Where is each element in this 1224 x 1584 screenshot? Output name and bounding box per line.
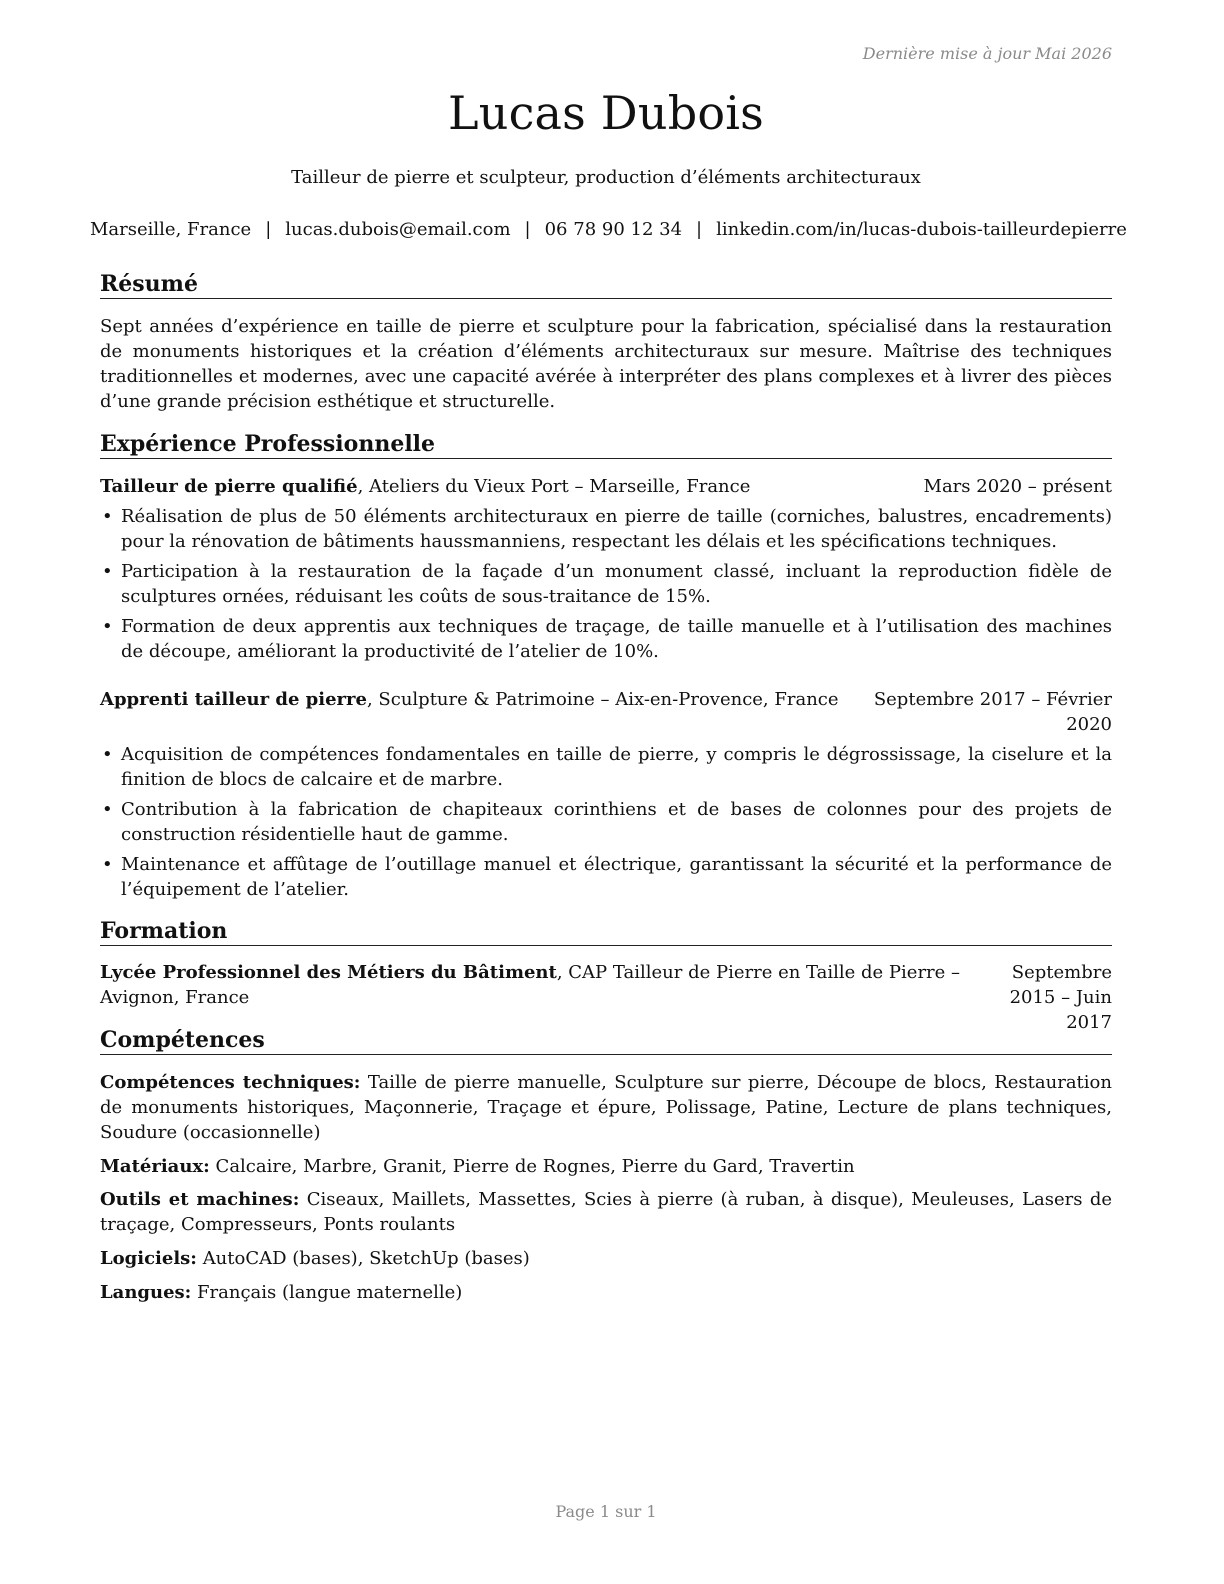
bullet-icon: • <box>102 744 113 765</box>
contact-phone[interactable]: 06 78 90 12 34 <box>544 219 683 240</box>
contact-email[interactable]: lucas.dubois@email.com <box>285 219 511 240</box>
contact-line <box>90 219 1127 240</box>
education-detail: , CAP Tailleur de Pierre en Taille de Pierre – Avignon, France <box>100 962 961 1008</box>
skill-label: Matériaux: <box>100 1156 210 1177</box>
education-entry <box>100 960 1112 1033</box>
skill-label: Logiciels: <box>100 1248 197 1269</box>
job-role: Tailleur de pierre qualifié <box>100 476 358 497</box>
last-updated-note: Dernière mise à jour Mai 2026 <box>862 44 1112 63</box>
education-dates: Septembre 2015 – Juin 2017 <box>1009 962 1112 1033</box>
contact-separator: | <box>524 219 531 240</box>
list-item <box>100 614 1112 664</box>
bullet-icon: • <box>102 854 113 875</box>
bullet-text: Formation de deux apprentis aux techniques de traçage, de taille manuelle et à l’utilisation des machines de découpe, améliorant la productivité de l’atelier de 10%. <box>121 616 1112 662</box>
summary-text: Sept années d’expérience en taille de pierre et sculpture pour la fabrication, spécialisé dans la restauration de monuments historiques et la création d’éléments architecturaux sur mesure. Maîtrise des techniques traditionnelles et modernes, avec une capacité avérée à interpréter des plans complexes et à livrer des pièces d’une grande précision esthétique et structurelle. <box>100 316 1112 412</box>
education-school: Lycée Professionnel des Métiers du Bâtiment <box>100 962 557 983</box>
list-item <box>100 559 1112 609</box>
job-role: Apprenti tailleur de pierre <box>100 689 367 710</box>
resume-page <box>90 0 1127 1584</box>
contact-separator: | <box>265 219 272 240</box>
skill-value: Français (langue maternelle) <box>197 1282 463 1303</box>
skill-label: Compétences techniques: <box>100 1072 361 1093</box>
page-number: Page 1 sur 1 <box>555 1502 657 1521</box>
job-company: , Ateliers du Vieux Port – Marseille, France <box>357 476 751 497</box>
list-item <box>100 504 1112 554</box>
bullet-icon: • <box>102 616 113 637</box>
job-bullets <box>100 742 1112 907</box>
skill-row-languages <box>100 1280 1112 1305</box>
list-item <box>100 742 1112 792</box>
skill-label: Langues: <box>100 1282 192 1303</box>
section-title-skills: Compétences <box>100 1027 1112 1055</box>
bullet-text: Réalisation de plus de 50 éléments architecturaux en pierre de taille (corniches, balustres, encadrements) pour la rénovation de bâtiments haussmanniens, respectant les délais et les spécifications techniques. <box>121 506 1112 552</box>
job-dates: Mars 2020 – présent <box>923 476 1112 497</box>
contact-linkedin[interactable]: linkedin.com/in/lucas-dubois-tailleurdepierre <box>716 219 1127 240</box>
candidate-name: Lucas Dubois <box>448 86 764 140</box>
skill-value: AutoCAD (bases), SketchUp (bases) <box>202 1248 530 1269</box>
skill-value: Calcaire, Marbre, Granit, Pierre de Rognes, Pierre du Gard, Travertin <box>215 1156 855 1177</box>
skill-row-materials <box>100 1154 1112 1179</box>
list-item <box>100 797 1112 847</box>
skill-value: Taille de pierre manuelle, Sculpture sur pierre, Découpe de blocs, Restauration de monuments historiques, Maçonnerie, Traçage et épure, Polissage, Patine, Lecture de plans techniques, Soudure (occasionnelle) <box>100 1072 1112 1143</box>
job-header <box>100 474 1112 499</box>
bullet-icon: • <box>102 561 113 582</box>
bullet-text: Maintenance et affûtage de l’outillage manuel et électrique, garantissant la sécurité et la performance de l’équipement de l’atelier. <box>121 854 1112 900</box>
skill-row-tools <box>100 1187 1112 1237</box>
bullet-icon: • <box>102 506 113 527</box>
skill-value: Ciseaux, Maillets, Massettes, Scies à pierre (à ruban, à disque), Meuleuses, Lasers de traçage, Compresseurs, Ponts roulants <box>100 1189 1112 1235</box>
contact-separator: | <box>696 219 703 240</box>
section-title-experience: Expérience Professionnelle <box>100 431 1112 459</box>
section-title-summary: Résumé <box>100 271 1112 299</box>
job-dates: Septembre 2017 – Février 2020 <box>873 689 1112 735</box>
skill-label: Outils et machines: <box>100 1189 300 1210</box>
list-item <box>100 852 1112 902</box>
bullet-text: Participation à la restauration de la façade d’un monument classé, incluant la reproduction fidèle de sculptures ornées, réduisant les coûts de sous-traitance de 15%. <box>121 561 1112 607</box>
skill-row-technical <box>100 1070 1112 1145</box>
bullet-text: Contribution à la fabrication de chapiteaux corinthiens et de bases de colonnes pour des projets de construction résidentielle haut de gamme. <box>121 799 1112 845</box>
bullet-icon: • <box>102 799 113 820</box>
job-bullets <box>100 504 1112 669</box>
bullet-text: Acquisition de compétences fondamentales en taille de pierre, y compris le dégrossissage, la ciselure et la finition de blocs de calcaire et de marbre. <box>121 744 1112 790</box>
job-header <box>100 687 1112 735</box>
candidate-tagline: Tailleur de pierre et sculpteur, production d’éléments architecturaux <box>291 167 921 188</box>
skill-row-software <box>100 1246 1112 1271</box>
job-company: , Sculpture & Patrimoine – Aix-en-Provence, France <box>366 689 839 710</box>
section-title-education: Formation <box>100 918 1112 946</box>
contact-location: Marseille, France <box>90 219 252 240</box>
